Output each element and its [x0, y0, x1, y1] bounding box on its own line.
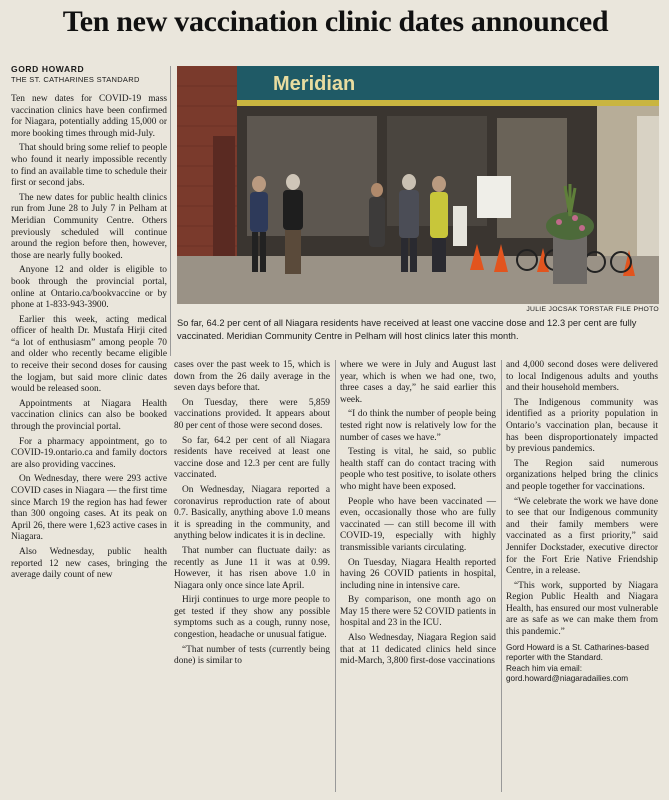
article-column-4 — [506, 360, 658, 685]
article-paragraph: Appointments at Niagara Health vaccination clinics can also be booked through the provincial portal. — [11, 398, 167, 433]
article-paragraph: Testing is vital, he said, so public health staff can do contact tracing with people who test positive, to isolate others who might have been exposed. — [340, 447, 496, 492]
article-paragraph: Anyone 12 and older is eligible to book through the provincial portal, online at Ontario.ca/bookvaccine or by phone at 1-833-943-3900. — [11, 265, 167, 311]
article-paragraph: where we were in July and August last year, which is when we had one, two, three cases a day,” he said earlier this week. — [340, 360, 496, 405]
article-column-1 — [11, 94, 167, 585]
article-paragraph: On Wednesday, there were 293 active COVID cases in Niagara — the first time since March 19 the region has had fewer than 300 ongoing cases. At its peak on April 26, there were 1,623 active cases in Niagara. — [11, 474, 167, 543]
author-bio-contact: Reach him via email: — [506, 663, 582, 673]
article-paragraph: Earlier this week, acting medical officer of health Dr. Mustafa Hirji cited “a lot of enthusiasm” among people 70 and older who recently became eligible to receive their second doses for causing the logjam, but said more clinic dates would be released soon. — [11, 314, 167, 395]
article-paragraph: The Indigenous community was identified as a priority population in Ontario’s vaccination plan, because it has been disproportionately impacted by previous pandemics. — [506, 397, 658, 455]
news-photo — [177, 66, 659, 304]
article-paragraph: “That number of tests (currently being done) is similar to — [174, 644, 330, 667]
column-rule — [335, 360, 336, 792]
article-paragraph: The new dates for public health clinics run from June 28 to July 7 in Pelham at Meridian Community Centre. Others previously scheduled will continue around the region before then, however, those are nearly fully booked. — [11, 192, 167, 261]
column-rule — [170, 66, 171, 356]
article-paragraph: “I do think the number of people being tested right now is relatively low for the number of cases we have.” — [340, 409, 496, 443]
photo-caption: So far, 64.2 per cent of all Niagara residents have received at least one vaccine dose and 12.3 per cent are fully vaccinated. Meridian Community Centre in Pelham will host clinics later this month. — [177, 318, 637, 341]
article-paragraph: On Wednesday, Niagara reported a coronavirus reproduction rate of about 0.7. Basically, anything above 1.0 means it is spreading in the community, and anything below indicates it is in decline. — [174, 484, 330, 542]
byline-author: GORD HOWARD — [11, 64, 85, 74]
article-paragraph: Also Wednesday, public health reported 12 new cases, bringing the average daily count of new — [11, 546, 167, 581]
column-rule — [501, 360, 502, 792]
article-paragraph: Ten new dates for COVID-19 mass vaccination clinics have been confirmed for Niagara, potentially adding 15,000 or more booking times through mid-July. — [11, 94, 167, 139]
article-paragraph: That should bring some relief to people who found it nearly impossible recently to find an available time to schedule their first or second jabs. — [11, 143, 167, 189]
article-paragraph: “This work, supported by Niagara Region Public Health and Niagara Health, has ensured our most vulnerable are as safe as we can make them from this pandemic.” — [506, 580, 658, 638]
article-paragraph: and 4,000 second doses were delivered to local Indigenous adults and youths and their household members. — [506, 360, 658, 394]
byline-publication: THE ST. CATHARINES STANDARD — [11, 75, 140, 84]
article-paragraph: On Tuesday, there were 5,859 vaccinations provided. It appears about 80 per cent of those were second doses. — [174, 397, 330, 431]
article-paragraph: “We celebrate the work we have done to see that our Indigenous community and their family members were vaccinated as a first priority,” said Jennifer Dockstader, executive director for the Fort Erie Native Friendship Centre, in a release. — [506, 496, 658, 577]
article-paragraph: People who have been vaccinated — even, occasionally those who are fully vaccinated — can still become ill with COVID-19, especially with highly transmissible variants circulating. — [340, 496, 496, 553]
article-paragraph: That number can fluctuate daily: as recently as June 11 it was at 0.99. However, it has risen above 1.0 in Niagara only once since late April. — [174, 545, 330, 591]
author-email[interactable]: gord.howard@niagaradailies.com — [506, 674, 629, 684]
byline — [11, 64, 171, 85]
article-paragraph: For a pharmacy appointment, go to COVID-19.ontario.ca and family doctors are also providing vaccines. — [11, 436, 167, 470]
article-paragraph: The Region said numerous organizations helped bring the clinics and people together for vaccinations. — [506, 458, 658, 492]
article-column-2 — [174, 360, 330, 671]
article-paragraph: By comparison, one month ago on May 15 there were 52 COVID patients in hospital and 23 in the ICU. — [340, 595, 496, 629]
photo-credit: JULIE JOCSAK TORSTAR FILE PHOTO — [526, 306, 659, 313]
article-paragraph: cases over the past week to 15, which is down from the 26 daily average in the seven days before that. — [174, 360, 330, 394]
article-paragraph: On Tuesday, Niagara Health reported having 26 COVID patients in hospital, including nine in intensive care. — [340, 557, 496, 591]
article-column-3 — [340, 360, 496, 671]
article-paragraph: So far, 64.2 per cent of all Niagara residents have received at least one vaccine dose and 12.3 per cent are fully vaccinated. — [174, 435, 330, 481]
clinic-entrance-illustration — [177, 66, 659, 304]
headline: Ten new vaccination clinic dates announced — [62, 5, 609, 38]
article-paragraph: Also Wednesday, Niagara Region said that at 11 dedicated clinics held since mid-March, 3,800 first-dose vaccinations — [340, 633, 496, 667]
article-paragraph: Hirji continues to urge more people to get tested if they show any possible symptoms such as a cough, runny nose, congestion, headache or unusual fatigue. — [174, 595, 330, 641]
building-sign: Meridian — [273, 73, 356, 95]
author-bio-text: Gord Howard is a St. Catharines-based reporter with the Standard. — [506, 642, 649, 663]
author-bio — [506, 643, 658, 685]
